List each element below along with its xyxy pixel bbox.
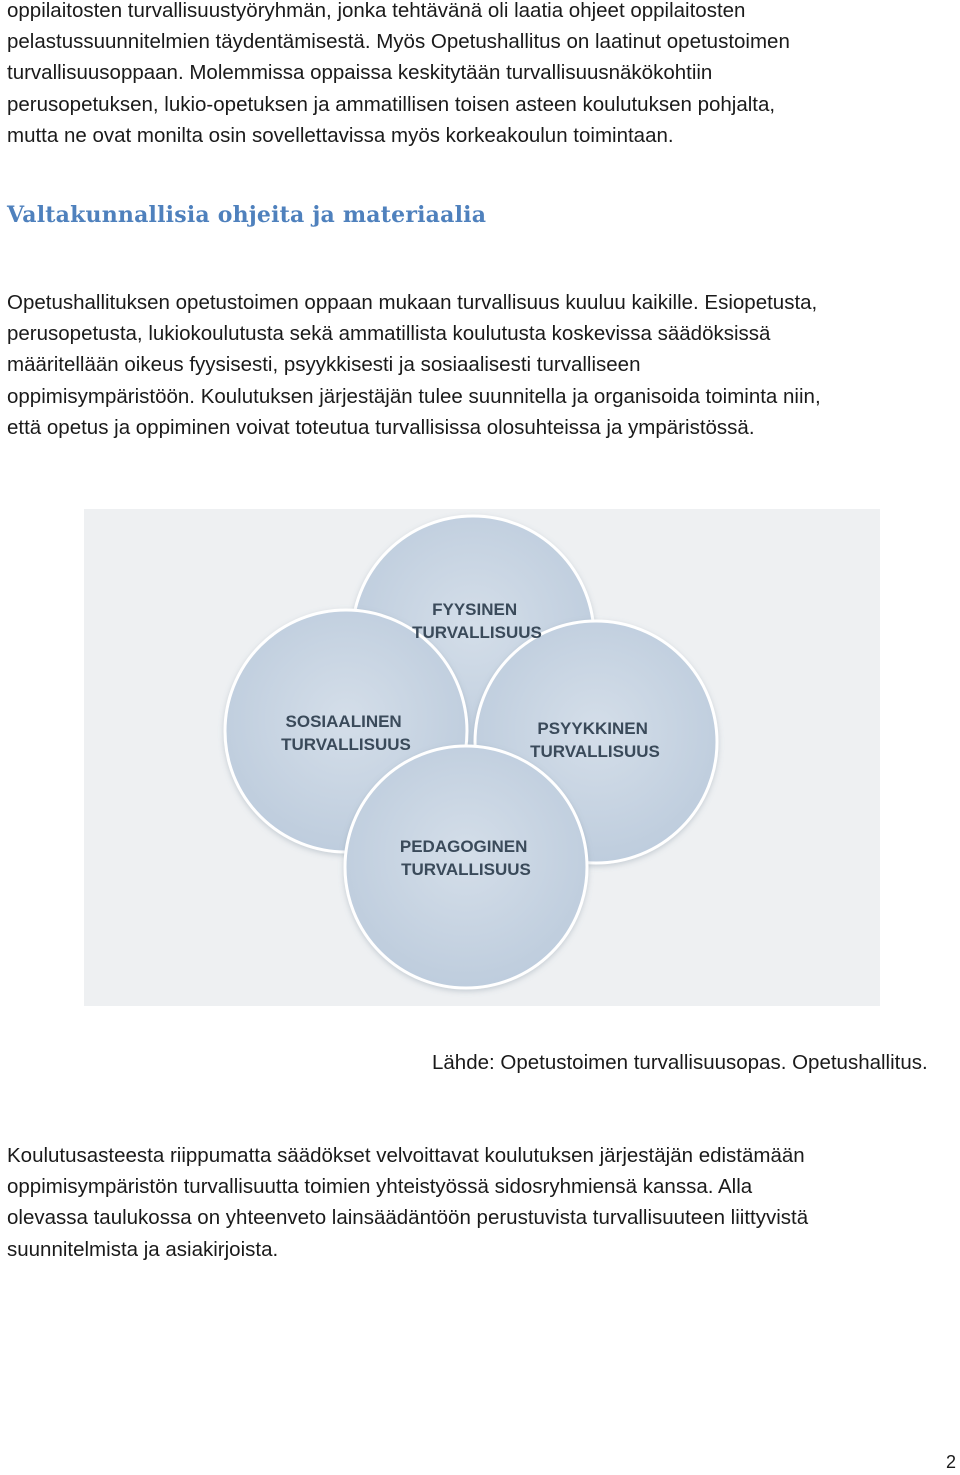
section-heading: Valtakunnallisia ohjeita ja materiaalia: [7, 202, 487, 228]
text-line: että opetus ja oppiminen voivat toteutua turvallisissa olosuhteissa ja ympäristössä.: [7, 415, 755, 439]
label-line: TURVALLISUUS: [281, 735, 411, 754]
text-line: pelastussuunnitelmien täydentämisestä. Myös Opetushallitus on laatinut opetustoimen: [7, 30, 790, 54]
page-number: 2: [945, 1452, 956, 1472]
text-line: Opetushallituksen opetustoimen oppaan mukaan turvallisuus kuuluu kaikille. Esiopetusta,: [7, 291, 818, 314]
text-line: perusopetuksen, lukio-opetuksen ja ammatillisen toisen asteen koulutuksen pohjalta,: [7, 92, 776, 116]
figure-caption: Lähde: Opetustoimen turvallisuusopas. Opetushallitus.: [432, 1051, 928, 1074]
label-line: PEDAGOGINEN: [399, 837, 528, 856]
text-line: oppimisympäristöön. Koulutuksen järjestäjän tulee suunnitella ja organisoida toiminta niin,: [7, 384, 821, 408]
label-line: TURVALLISUUS: [530, 742, 660, 761]
label-line: TURVALLISUUS: [412, 623, 542, 642]
text-line: perusopetusta, lukiokoulutusta sekä ammatillista koulutusta koskevissa säädöksissä: [7, 322, 771, 346]
label-line: TURVALLISUUS: [401, 860, 531, 879]
label-line: PSYYKKINEN: [537, 719, 648, 738]
text-line: mutta ne ovat monilta osin sovellettavissa myös korkeakoulun toimintaan.: [7, 123, 674, 147]
diagram-svg: [84, 509, 880, 1006]
text-line: olevassa taulukossa on yhteenveto lainsäädäntöön perustuvista turvallisuuteen liittyvistä: [7, 1206, 809, 1230]
body-paragraph: [7, 287, 957, 443]
text-line: määritellään oikeus fyysisesti, psyykkisesti ja sosiaalisesti turvalliseen: [7, 353, 641, 377]
intro-paragraph: [7, 0, 957, 151]
text-line: suunnitelmista ja asiakirjoista.: [7, 1237, 279, 1261]
text-line: oppimisympäristön turvallisuutta toimien yhteistyössä sidosryhmiensä kanssa. Alla: [7, 1175, 753, 1199]
text-line: Koulutusasteesta riippumatta säädökset velvoittavat koulutuksen järjestäjän edistämään: [7, 1144, 805, 1167]
text-line: turvallisuusoppaan. Molemmissa oppaissa keskitytään turvallisuusnäkökohtiin: [7, 61, 713, 85]
safety-diagram: [84, 509, 880, 1006]
text-line: oppilaitosten turvallisuustyöryhmän, jonka tehtävänä oli laatia ohjeet oppilaitosten: [7, 0, 746, 22]
label-line: SOSIAALINEN: [285, 712, 402, 731]
label-line: FYYSINEN: [432, 600, 518, 619]
closing-paragraph: [7, 1140, 957, 1265]
